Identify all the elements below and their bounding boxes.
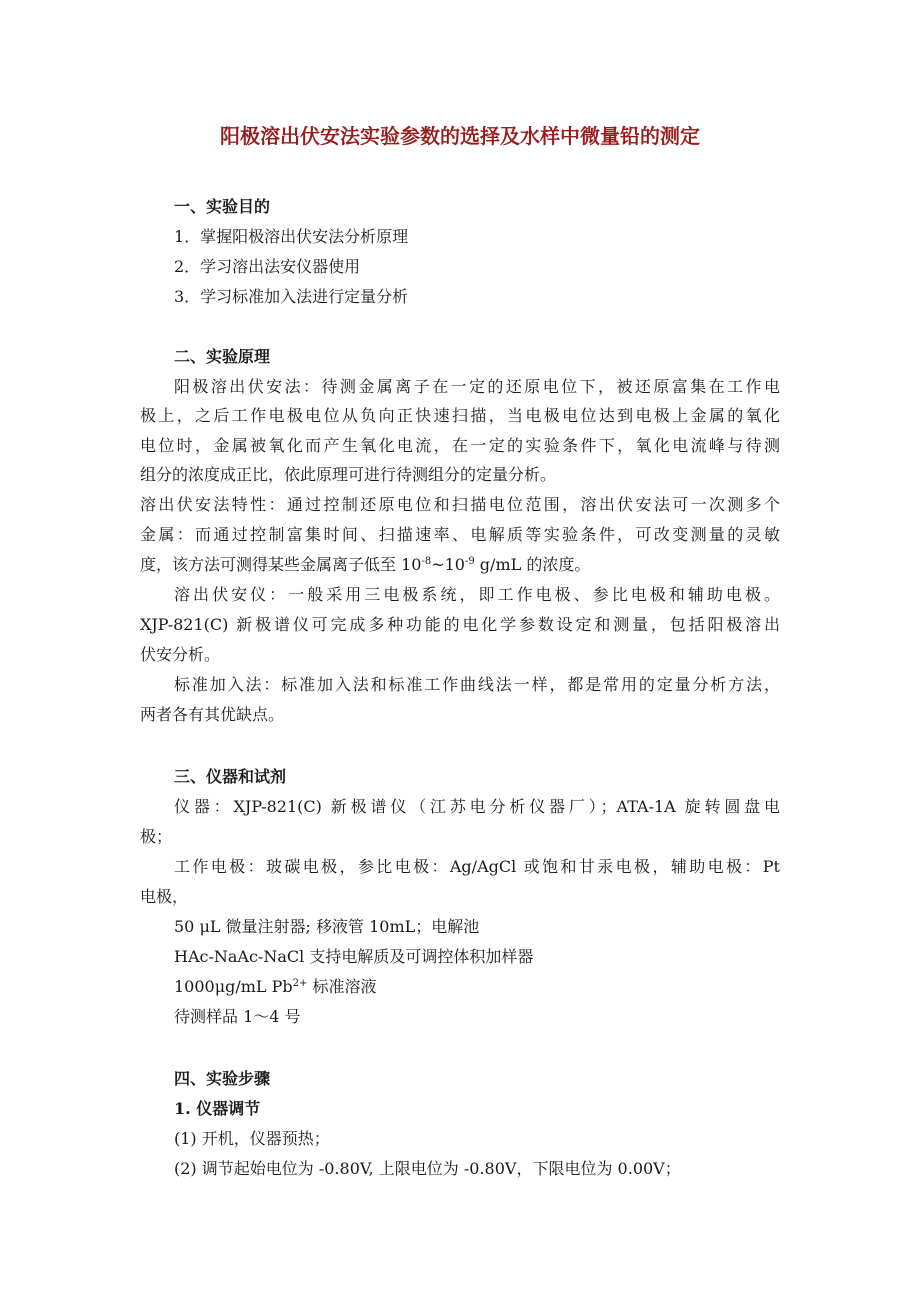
feature-paragraph-line bbox=[140, 551, 590, 579]
document-title: 阳极溶出伏安法实验参数的选择及水样中微量铅的测定 bbox=[220, 124, 700, 148]
procedure-step: (1) 开机，仪器预热； bbox=[174, 1129, 330, 1148]
section-heading-instruments: 三、仪器和试剂 bbox=[174, 767, 287, 786]
electrode-line: 电极， bbox=[140, 887, 189, 906]
reagent-text: 标准溶液 bbox=[307, 977, 377, 996]
procedure-subheading: 1. 仪器调节 bbox=[174, 1099, 261, 1118]
purpose-item: 2．学习溶出法安仪器使用 bbox=[174, 257, 361, 276]
section-heading-procedure: 四、实验步骤 bbox=[174, 1069, 271, 1088]
exponent: -8 bbox=[421, 556, 432, 567]
reagent-line: 50 μL 微量注射器; 移液管 10mL；电解池 bbox=[174, 917, 480, 936]
exponent: -9 bbox=[464, 556, 475, 567]
instrument-paragraph-line: 伏安分析。 bbox=[140, 645, 221, 664]
instrument-line: 极； bbox=[140, 827, 173, 846]
reagent-line: HAc-NaAc-NaCl 支持电解质及可调控体积加样器 bbox=[174, 947, 534, 966]
feature-text: ~10 bbox=[431, 555, 465, 574]
feature-paragraph-line: 金属：而通过控制富集时间、扫描速率、电解质等实验条件，可改变测量的灵敏 bbox=[140, 525, 780, 544]
section-heading-principle: 二、实验原理 bbox=[174, 347, 271, 366]
purpose-item: 3．学习标准加入法进行定量分析 bbox=[174, 287, 409, 306]
standard-addition-paragraph-line: 两者各有其优缺点。 bbox=[140, 705, 285, 724]
standard-addition-paragraph-line: 标准加入法：标准加入法和标准工作曲线法一样，都是常用的定量分析方法， bbox=[174, 675, 780, 694]
reagent-line bbox=[174, 973, 376, 1001]
instrument-paragraph-line: XJP-821(C) 新极谱仪可完成多种功能的电化学参数设定和测量，包括阳极溶出 bbox=[140, 615, 780, 634]
principle-paragraph-line: 阳极溶出伏安法：待测金属离子在一定的还原电位下，被还原富集在工作电 bbox=[174, 377, 780, 396]
purpose-item: 1．掌握阳极溶出伏安法分析原理 bbox=[174, 227, 409, 246]
feature-text: g/mL 的浓度。 bbox=[474, 555, 591, 574]
principle-paragraph-line: 电位时，金属被氧化而产生氧化电流，在一定的实验条件下，氧化电流峰与待测 bbox=[140, 436, 780, 455]
feature-text: 度，该方法可测得某些金属离子低至 10 bbox=[140, 555, 422, 574]
principle-paragraph-line: 极上，之后工作电极电位从负向正快速扫描，当电极电位达到电极上金属的氧化 bbox=[140, 406, 780, 425]
section-heading-purpose: 一、实验目的 bbox=[174, 197, 271, 216]
feature-paragraph-line: 溶出伏安法特性：通过控制还原电位和扫描电位范围，溶出伏安法可一次测多个 bbox=[140, 495, 780, 514]
procedure-step: (2) 调节起始电位为 -0.80V, 上限电位为 -0.80V，下限电位为 0.00V； bbox=[174, 1159, 681, 1178]
principle-paragraph-line: 组分的浓度成正比，依此原理可进行待测组分的定量分析。 bbox=[140, 465, 557, 484]
instrument-paragraph-line: 溶出伏安仪：一般采用三电极系统，即工作电极、参比电极和辅助电极。 bbox=[174, 585, 780, 604]
charge-superscript: 2+ bbox=[292, 978, 308, 989]
reagent-text: 1000μg/mL Pb bbox=[174, 977, 293, 996]
instrument-line: 仪器：XJP-821(C) 新极谱仪（江苏电分析仪器厂）；ATA-1A 旋转圆盘电 bbox=[174, 797, 780, 816]
electrode-line: 工作电极：玻碳电极，参比电极：Ag/AgCl 或饱和甘汞电极，辅助电极：Pt bbox=[174, 857, 780, 876]
reagent-line: 待测样品 1～4 号 bbox=[174, 1007, 301, 1026]
